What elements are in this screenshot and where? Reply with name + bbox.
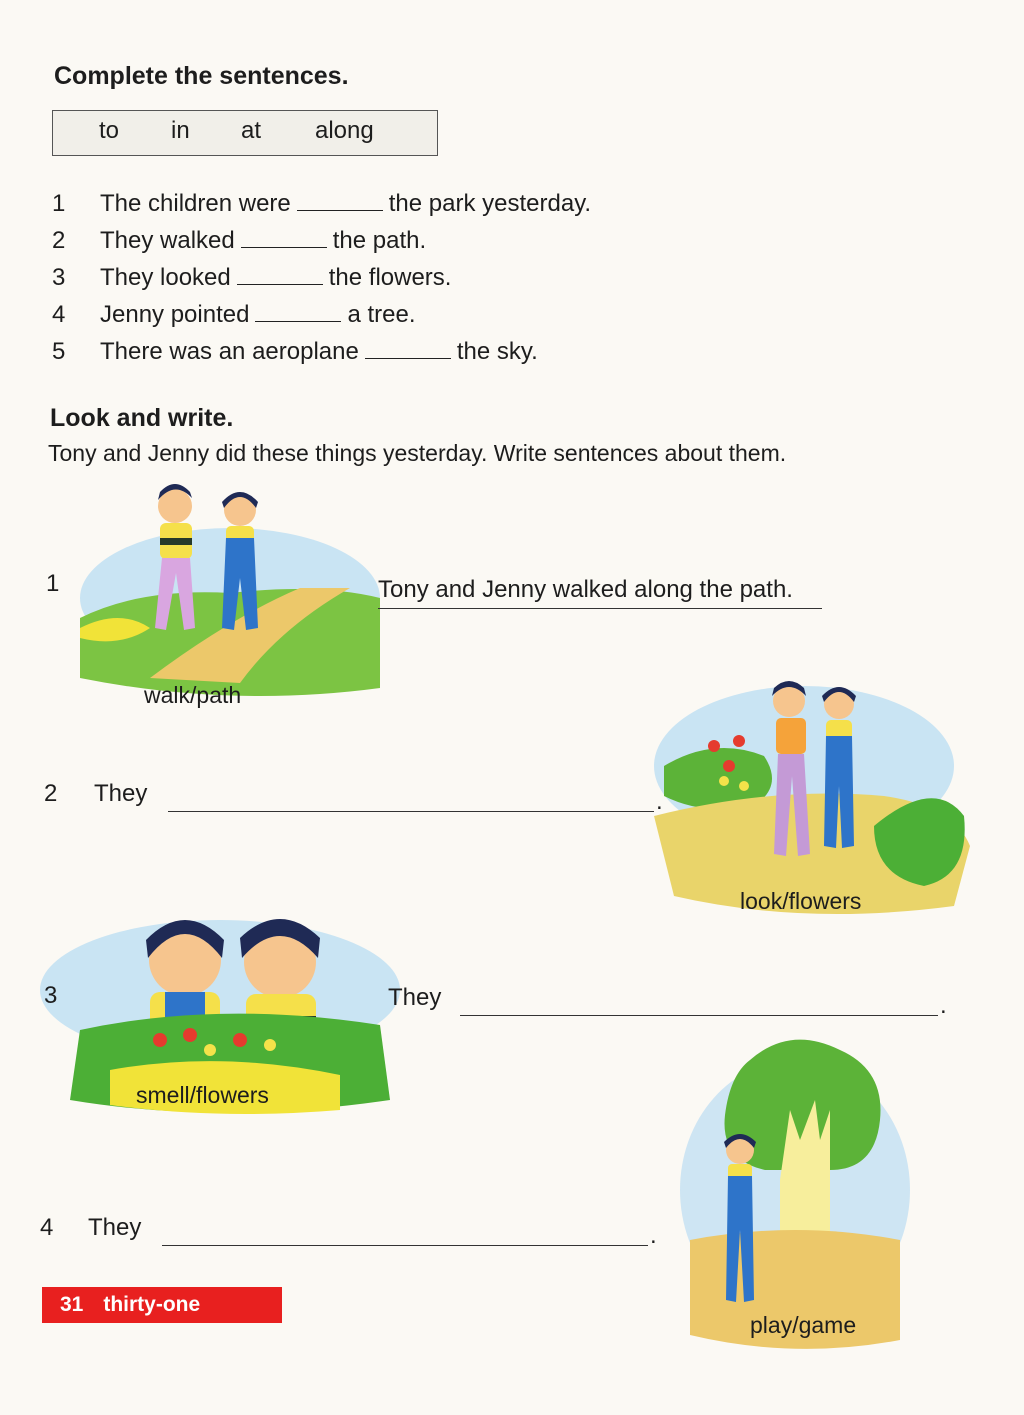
answer-line[interactable] (378, 608, 822, 609)
sentence-after: the path. (332, 227, 427, 254)
page-footer (42, 1287, 282, 1323)
walk-path-picture (80, 478, 380, 708)
answer-blank[interactable] (255, 301, 341, 322)
item-answer: Tony and Jenny walked along the path. (378, 576, 793, 603)
sentence-before: They walked (100, 227, 235, 254)
item-start-word: They (88, 1214, 142, 1241)
picture-caption: smell/flowers (136, 1082, 269, 1108)
picture-caption: walk/path (144, 682, 242, 708)
sentence-before: They looked (100, 264, 231, 291)
section-heading-complete: Complete the sentences. (54, 62, 349, 90)
instruction-text: Tony and Jenny did these things yesterday. Write sentences about them. (48, 440, 787, 466)
answer-line[interactable] (168, 811, 654, 812)
section-heading-look-write: Look and write. (50, 404, 234, 432)
sentence-before: There was an aeroplane (100, 338, 359, 365)
item-number: 1 (46, 570, 60, 597)
word-option: to (99, 117, 120, 144)
sentence-after: a tree. (347, 301, 416, 328)
sentence-before: The children were (100, 190, 291, 217)
item-start-word: They (94, 780, 148, 807)
answer-line[interactable] (162, 1245, 648, 1246)
sentence-number: 4 (52, 301, 66, 328)
item-number: 2 (44, 780, 58, 807)
word-option: at (241, 117, 262, 144)
answer-blank[interactable] (297, 190, 383, 211)
period: . (650, 1222, 657, 1249)
word-option: along (315, 117, 374, 144)
sentence-number: 2 (52, 227, 66, 254)
play-game-picture (680, 1030, 910, 1360)
period: . (656, 788, 663, 815)
period: . (940, 992, 947, 1019)
sentence-before: Jenny pointed (100, 301, 250, 328)
answer-blank[interactable] (241, 227, 327, 248)
page-number: 31 (60, 1293, 84, 1316)
item-start-word: They (388, 984, 442, 1011)
answer-line[interactable] (460, 1015, 938, 1016)
sentence-number: 3 (52, 264, 66, 291)
answer-blank[interactable] (365, 338, 451, 359)
item-number: 3 (44, 982, 58, 1009)
sentence-after: the park yesterday. (388, 190, 592, 217)
picture-caption: look/flowers (740, 888, 862, 914)
sentence-number: 5 (52, 338, 66, 365)
sentence-number: 1 (52, 190, 66, 217)
word-bank (52, 110, 438, 156)
sentence-after: the sky. (456, 338, 538, 365)
page-word: thirty-one (103, 1293, 201, 1316)
item-number: 4 (40, 1214, 54, 1241)
word-option: in (171, 117, 190, 144)
picture-caption: play/game (750, 1312, 857, 1338)
sentence-after: the flowers. (328, 264, 452, 291)
answer-blank[interactable] (237, 264, 323, 285)
